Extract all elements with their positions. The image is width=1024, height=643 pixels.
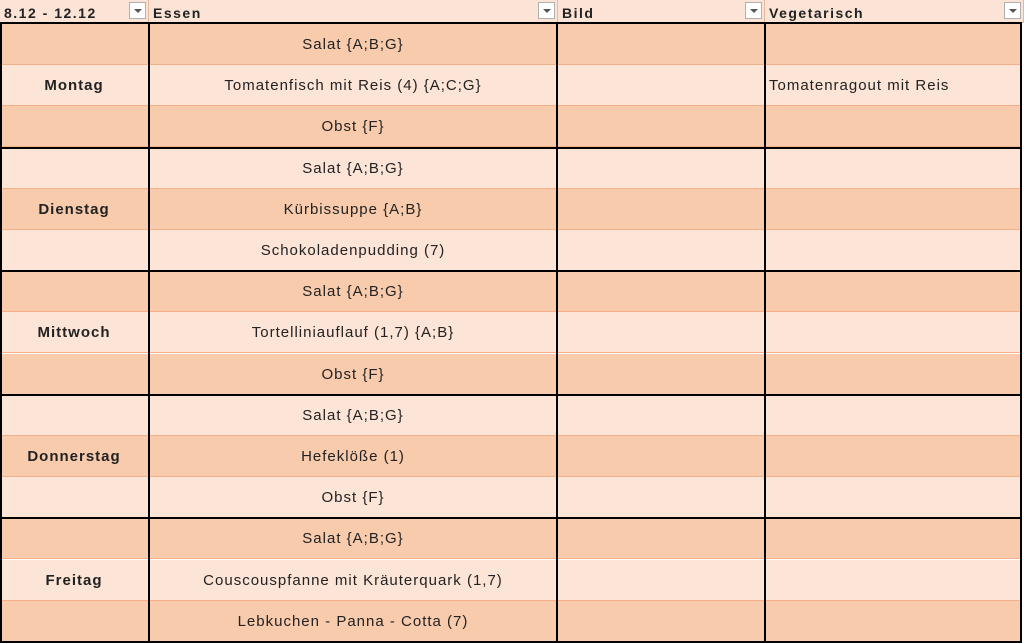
vegetarisch-cell[interactable] [765, 148, 1022, 189]
day-name-cell[interactable]: Freitag [45, 571, 103, 589]
day-name-cell[interactable] [0, 271, 148, 312]
day-name-cell[interactable] [0, 148, 148, 189]
essen-cell[interactable]: Obst {F} [321, 118, 385, 136]
vegetarisch-cell[interactable] [765, 601, 1022, 642]
day-group-border [0, 147, 1022, 149]
day-group-border [0, 270, 1022, 272]
header-essen [149, 0, 558, 23]
vegetarisch-cell[interactable] [765, 436, 1022, 477]
table-row [0, 477, 1022, 518]
essen-cell[interactable]: Schokoladenpudding (7) [260, 242, 446, 259]
column-border [148, 22, 150, 642]
table-row [0, 271, 1022, 312]
day-group-border [0, 394, 1022, 396]
essen-cell[interactable]: Obst {F} [321, 489, 385, 507]
column-border [764, 22, 766, 642]
table-row [0, 560, 1022, 601]
table-row [0, 65, 1022, 106]
vegetarisch-cell[interactable] [765, 518, 1022, 559]
header-vegetarisch-label: Vegetarisch [769, 5, 865, 21]
header-vegetarisch [765, 0, 1024, 23]
table-row [0, 106, 1022, 147]
header-week [0, 0, 149, 23]
day-name-cell[interactable] [0, 601, 148, 642]
day-name-cell[interactable] [0, 230, 148, 271]
table-row [0, 354, 1022, 395]
filter-dropdown-bild[interactable] [745, 2, 762, 19]
header-bild-label: Bild [562, 5, 595, 21]
column-border [556, 22, 558, 642]
essen-cell[interactable]: Couscouspfanne mit Kräuterquark (1,7) [203, 571, 503, 589]
essen-cell[interactable]: Tomatenfisch mit Reis (4) {A;C;G} [224, 77, 482, 95]
essen-cell[interactable]: Obst {F} [321, 365, 385, 383]
vegetarisch-cell[interactable] [765, 24, 1022, 65]
essen-cell[interactable]: Salat {A;B;G} [302, 530, 404, 548]
table-row [0, 436, 1022, 477]
essen-cell[interactable]: Salat {A;B;G} [302, 283, 404, 301]
table-row [0, 24, 1022, 65]
table-row [0, 189, 1022, 230]
table-row [0, 312, 1022, 353]
vegetarisch-cell[interactable] [765, 312, 1022, 353]
filter-dropdown-essen[interactable] [538, 2, 555, 19]
day-name-cell[interactable] [0, 24, 148, 65]
day-name-cell[interactable]: Dienstag [38, 200, 110, 218]
essen-cell[interactable]: Tortelliniauflauf (1,7) {A;B} [251, 324, 455, 342]
essen-cell[interactable]: Salat {A;B;G} [302, 36, 404, 53]
vegetarisch-cell[interactable] [765, 395, 1022, 436]
day-name-cell[interactable]: Mittwoch [37, 324, 111, 342]
vegetarisch-cell[interactable] [765, 189, 1022, 230]
filter-dropdown-week[interactable] [129, 2, 146, 19]
vegetarisch-cell[interactable] [765, 106, 1022, 147]
table-row [0, 395, 1022, 436]
table-row [0, 230, 1022, 271]
essen-cell[interactable]: Hefeklöße (1) [301, 448, 405, 465]
table-row [0, 148, 1022, 189]
essen-cell[interactable]: Salat {A;B;G} [302, 406, 404, 424]
vegetarisch-cell[interactable]: Tomatenragout mit Reis [769, 77, 950, 95]
essen-cell[interactable]: Kürbissuppe {A;B} [283, 200, 423, 218]
vegetarisch-cell[interactable] [765, 230, 1022, 271]
table-top-border [0, 22, 1022, 24]
column-border [1020, 22, 1022, 642]
header-essen-label: Essen [153, 5, 202, 21]
vegetarisch-cell[interactable] [765, 560, 1022, 601]
day-name-cell[interactable] [0, 477, 148, 518]
day-name-cell[interactable] [0, 518, 148, 559]
filter-dropdown-vegetarisch[interactable] [1004, 2, 1021, 19]
vegetarisch-cell[interactable] [765, 354, 1022, 395]
vegetarisch-cell[interactable] [765, 271, 1022, 312]
day-name-cell[interactable] [0, 395, 148, 436]
table-row [0, 518, 1022, 559]
essen-cell[interactable]: Lebkuchen - Panna - Cotta (7) [237, 612, 469, 630]
day-name-cell[interactable]: Montag [44, 77, 104, 95]
vegetarisch-cell[interactable] [765, 477, 1022, 518]
column-border [0, 22, 2, 642]
day-name-cell[interactable] [0, 106, 148, 147]
essen-cell[interactable]: Salat {A;B;G} [302, 159, 404, 177]
table-row [0, 601, 1022, 642]
header-week-label: 8.12 - 12.12 [4, 5, 97, 21]
day-name-cell[interactable] [0, 354, 148, 395]
day-group-border [0, 517, 1022, 519]
day-name-cell[interactable]: Donnerstag [27, 448, 121, 465]
header-bild [558, 0, 765, 23]
